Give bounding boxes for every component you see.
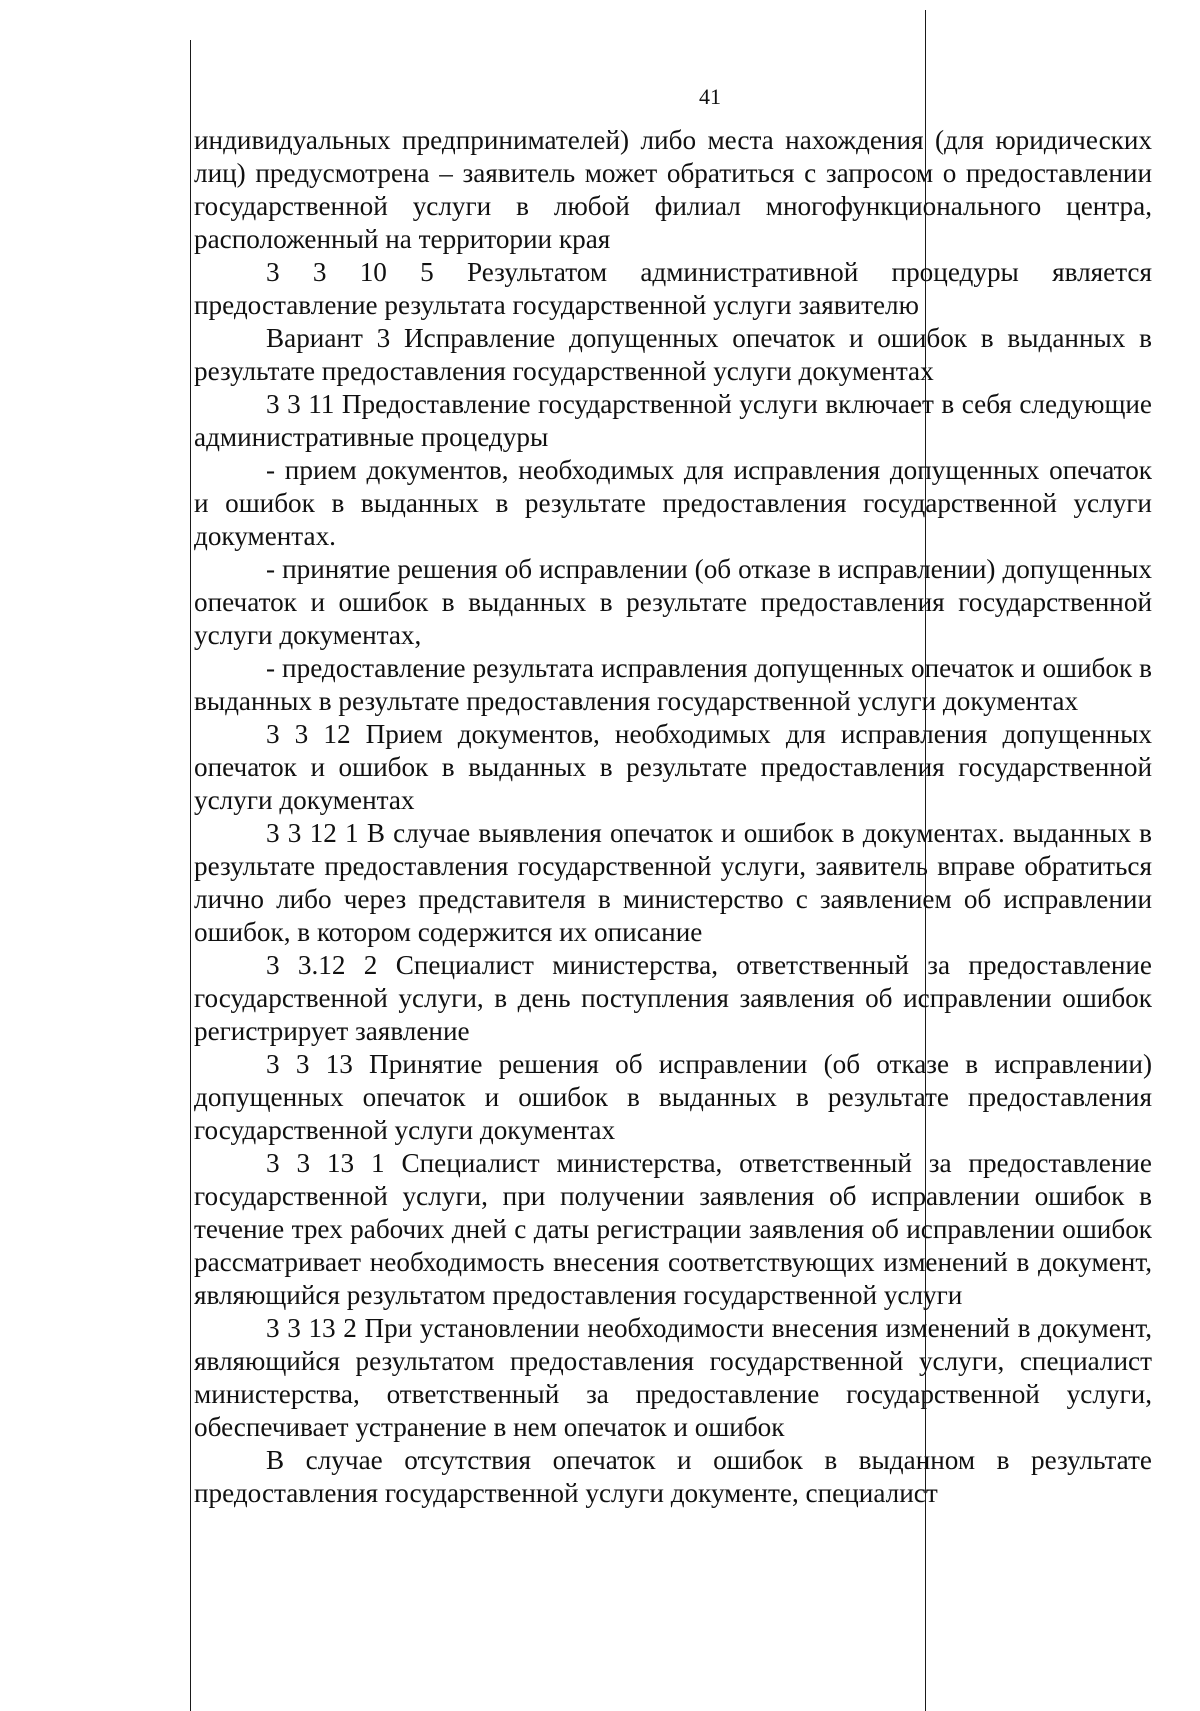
page-number: 41 [699, 84, 721, 109]
paragraph-3-3-11: 3 3 11 Предоставление государственной услуги включает в себя следующие административные процедуры [194, 389, 1152, 452]
list-item-provide-result: - предоставление результата исправления допущенных опечаток и ошибок в выданных в результате предоставления государственной услуги документах [194, 653, 1152, 716]
list-item-decision: - принятие решения об исправлении (об отказе в исправлении) допущенных опечаток и ошибок в выданных в результате предоставления государственной услуги документах, [194, 554, 1152, 650]
paragraph-3-3-12-2: 3 3.12 2 Специалист министерства, ответственный за предоставление государственной услуги, в день поступления заявления об исправлении ошибок регистрирует заявление [194, 950, 1152, 1046]
paragraph-3-3-13: 3 3 13 Принятие решения об исправлении (об отказе в исправлении) допущенных опечаток и ошибок в выданных в результате предоставления государственной услуги документах [194, 1049, 1152, 1145]
paragraph-3-3-10-5: 3 3 10 5 Результатом административной процедуры является предоставление результата государственной услуги заявителю [194, 257, 1152, 320]
paragraph-variant-3-heading: Вариант 3 Исправление допущенных опечаток и ошибок в выданных в результате предоставления государственной услуги документах [194, 323, 1152, 386]
paragraph-3-3-13-2: 3 3 13 2 При установлении необходимости внесения изменений в документ, являющийся результатом предоставления государственной услуги, специалист министерства, ответственный за предоставление государственной услуги, обеспечивает устранение в нем опечаток и ошибок [194, 1313, 1152, 1442]
paragraph-3-3-12-1: 3 3 12 1 В случае выявления опечаток и ошибок в документах. выданных в результате предоставления государственной услуги, заявитель вправе обратиться лично либо через представителя в министерство с заявлением об исправлении ошибок, в котором содержится их описание [194, 818, 1152, 947]
paragraph-3-3-12: 3 3 12 Прием документов, необходимых для исправления допущенных опечаток и ошибок в выданных в результате предоставления государственной услуги документах [194, 719, 1152, 815]
paragraph-no-errors-case: В случае отсутствия опечаток и ошибок в выданном в результате предоставления государственной услуги документе, специалист [194, 1445, 1152, 1508]
scan-edge-line-left [190, 40, 191, 1711]
paragraph-continuation: индивидуальных предпринимателей) либо места нахождения (для юридических лиц) предусмотрена – заявитель может обратиться с запросом о предоставлении государственной услуги в любой филиал многофункционального центра, расположенный на территории края [194, 125, 1152, 254]
document-body [194, 124, 1152, 1510]
list-item-receive-documents: - прием документов, необходимых для исправления допущенных опечаток и ошибок в выданных в результате предоставления государственной услуги документах. [194, 455, 1152, 551]
paragraph-3-3-13-1: 3 3 13 1 Специалист министерства, ответственный за предоставление государственной услуги, при получении заявления об исправлении ошибок в течение трех рабочих дней с даты регистрации заявления об исправлении ошибок рассматривает необходимость внесения соответствующих изменений в документ, являющийся результатом предоставления государственной услуги [194, 1148, 1152, 1310]
